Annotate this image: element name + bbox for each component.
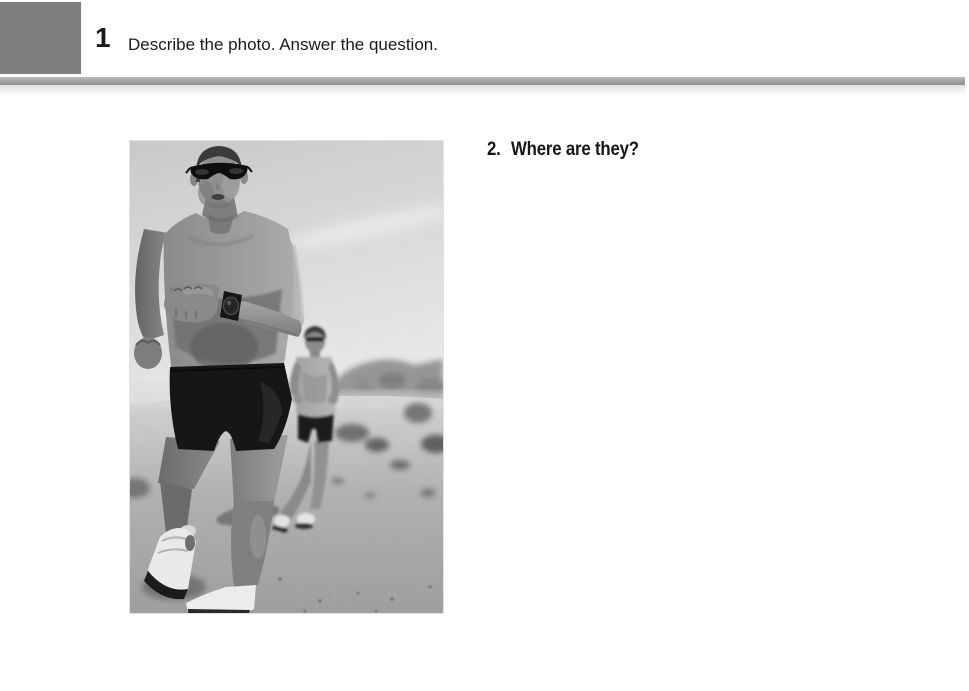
question-text: Where are they? [510,138,639,160]
question-line [487,138,639,161]
header-gray-tab [0,2,81,74]
photo-runners [130,141,443,613]
photo-runners-illustration [130,141,443,613]
exercise-instruction: Describe the photo. Answer the question. [128,35,438,54]
exercise-header [0,0,969,77]
header-rule-shadow [0,85,965,96]
header-rule-bar [0,77,965,85]
exercise-number: 1 [95,22,110,53]
question-number: 2. [487,138,501,160]
